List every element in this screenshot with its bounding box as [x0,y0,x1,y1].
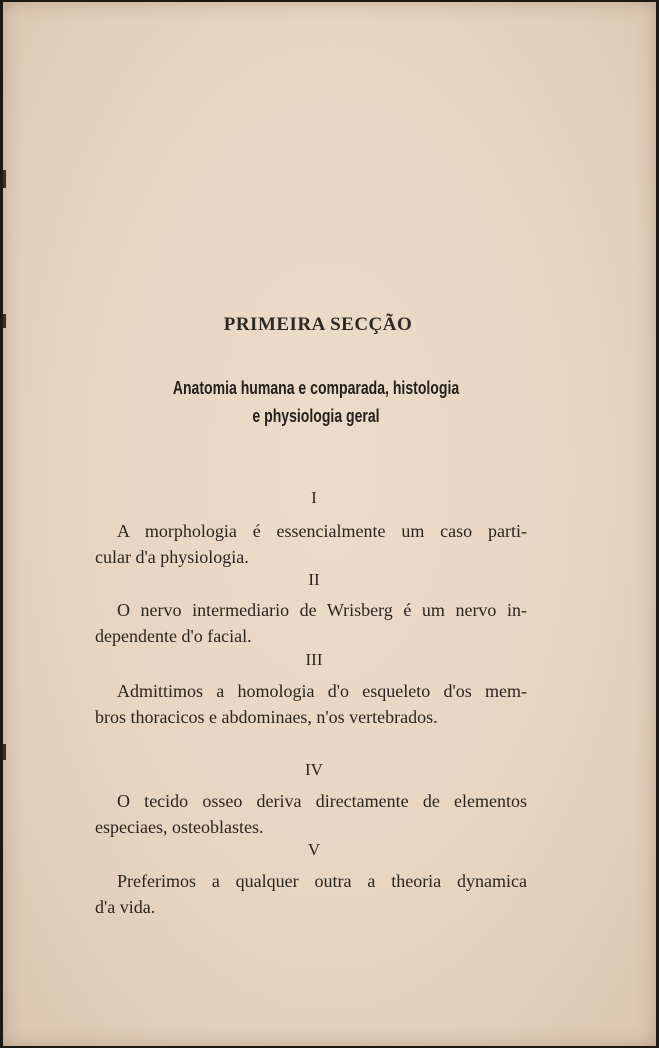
book-page [3,2,656,1046]
thesis-4 [95,788,527,840]
thesis-numeral-1: I [311,488,317,507]
thesis-5-line-2: d'a vida. [95,897,156,917]
thesis-4-line-1: O tecido osseo deriva directamente de elementos [117,791,527,811]
subtitle-line-2: e physiologia geral [252,406,380,426]
thesis-1 [95,518,527,570]
thesis-2-line-1: O nervo intermediario de Wrisberg é um nervo in- [117,600,527,620]
thesis-4-line-2: especiaes, osteoblastes. [95,817,264,837]
thesis-numeral-2: II [308,570,320,589]
thesis-5-line-1: Preferimos a qualquer outra a theoria dynamica [117,871,527,891]
thesis-2-line-2: dependente d'o facial. [95,626,252,646]
thesis-3 [95,678,527,730]
section-title: PRIMEIRA SECÇÃO [223,314,413,335]
thesis-1-line-1: A morphologia é essencialmente um caso parti- [117,521,527,541]
thesis-numeral-4: IV [305,760,323,779]
page-edge-mark [3,170,6,188]
thesis-1-line-2: cular d'a physiologia. [95,547,249,567]
thesis-numeral-3: III [305,650,323,669]
thesis-3-line-1: Admittimos a homologia d'o esqueleto d'os mem- [117,681,527,701]
thesis-numeral-5: V [307,840,321,859]
thesis-5 [95,868,527,920]
page-edge-mark [3,314,6,328]
section-subtitle [72,374,560,430]
thesis-3-line-2: bros thoracicos e abdominaes, n'os vertebrados. [95,707,438,727]
subtitle-line-1: Anatomia humana e comparada, histologia [172,378,460,398]
thesis-2 [95,597,527,649]
page-edge-mark [3,744,6,760]
